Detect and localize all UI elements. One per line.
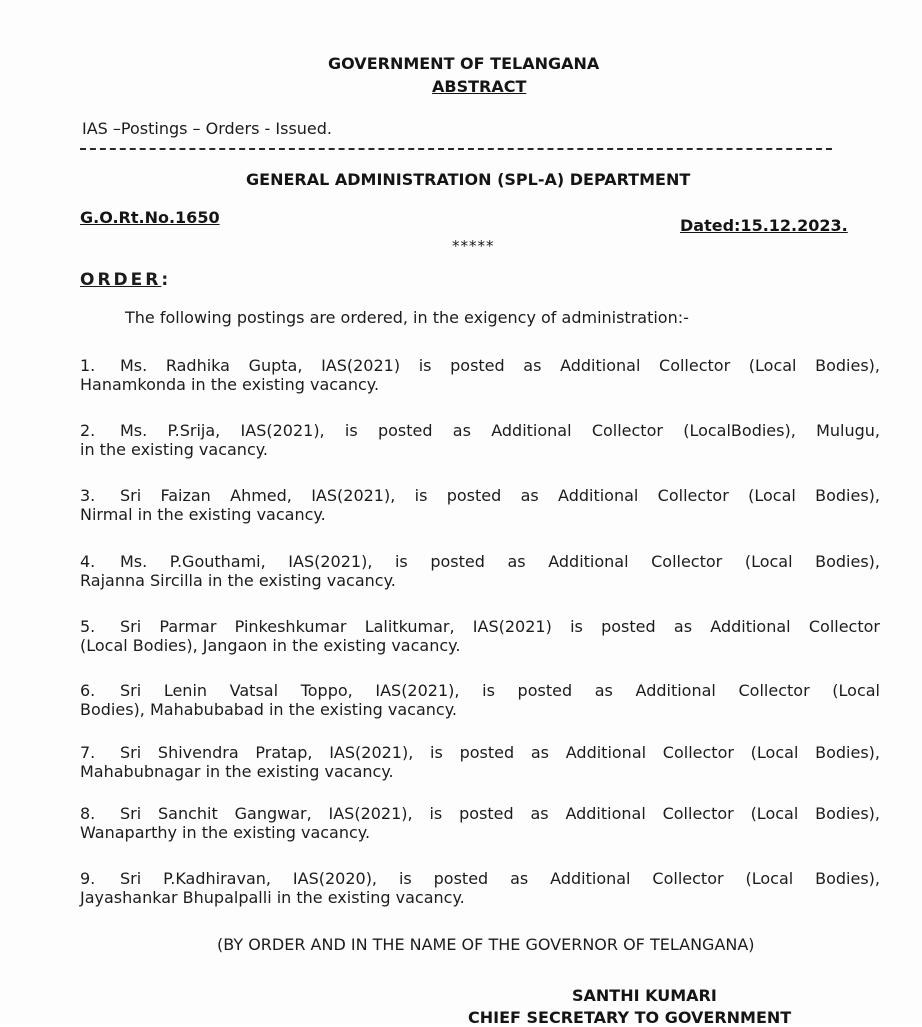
item-line-2: Nirmal in the existing vacancy. [80,505,326,524]
item-line-1: Sri Shivendra Pratap, IAS(2021), is posted as Additional Collector (Local Bodies), [120,743,880,762]
posting-item [80,681,880,719]
order-subject: IAS –Postings – Orders - Issued. [82,119,332,138]
item-line-2: in the existing vacancy. [80,440,269,459]
item-number: 1. [80,356,96,375]
item-line-2: Rajanna Sircilla in the existing vacancy. [80,571,396,590]
order-label [80,270,171,290]
separator-stars: ***** [452,237,495,255]
abstract-heading: ABSTRACT [432,77,527,96]
go-number: G.O.Rt.No.1650 [80,208,220,227]
item-line-2: Mahabubnagar in the existing vacancy. [80,762,394,781]
item-line-2: Hanamkonda in the existing vacancy. [80,375,380,394]
posting-item [80,552,880,590]
signatory-name: SANTHI KUMARI [572,986,717,1005]
item-number: 7. [80,743,96,762]
item-number: 3. [80,486,96,505]
item-line-1: Ms. Radhika Gupta, IAS(2021) is posted as Additional Collector (Local Bodies), [120,356,880,375]
item-line-1: Sri Lenin Vatsal Toppo, IAS(2021), is posted as Additional Collector (Local [120,681,880,700]
item-line-1: Sri Parmar Pinkeshkumar Lalitkumar, IAS(2021) is posted as Additional Collector [120,617,880,636]
closing-statement: (BY ORDER AND IN THE NAME OF THE GOVERNOR OF TELANGANA) [217,935,755,954]
item-number: 5. [80,617,96,636]
item-line-1: Sri Sanchit Gangwar, IAS(2021), is posted as Additional Collector (Local Bodies), [120,804,880,823]
posting-item [80,356,880,394]
item-line-2: Wanaparthy in the existing vacancy. [80,823,371,842]
item-number: 2. [80,421,96,440]
item-line-1: Sri Faizan Ahmed, IAS(2021), is posted as Additional Collector (Local Bodies), [120,486,880,505]
department-heading: GENERAL ADMINISTRATION (SPL-A) DEPARTMENT [246,170,691,189]
government-title: GOVERNMENT OF TELANGANA [328,54,600,73]
item-line-1: Sri P.Kadhiravan, IAS(2020), is posted as Additional Collector (Local Bodies), [120,869,880,888]
order-intro: The following postings are ordered, in the exigency of administration:- [125,308,689,327]
posting-item [80,743,880,781]
posting-item [80,869,880,907]
posting-item [80,486,880,524]
item-number: 6. [80,681,96,700]
order-date: Dated:15.12.2023. [680,216,848,235]
order-label-colon: : [161,270,172,290]
item-number: 8. [80,804,96,823]
item-number: 4. [80,552,96,571]
item-line-1: Ms. P.Srija, IAS(2021), is posted as Additional Collector (LocalBodies), Mulugu, [120,421,880,440]
item-line-1: Ms. P.Gouthami, IAS(2021), is posted as Additional Collector (Local Bodies), [120,552,880,571]
item-line-2: Bodies), Mahabubabad in the existing vacancy. [80,700,457,719]
order-label-text: ORDER [80,270,162,290]
posting-item [80,421,880,459]
item-line-2: (Local Bodies), Jangaon in the existing vacancy. [80,636,461,655]
dashed-divider [80,148,832,150]
posting-item [80,804,880,842]
signatory-designation: CHIEF SECRETARY TO GOVERNMENT [468,1008,792,1027]
item-line-2: Jayashankar Bhupalpalli in the existing vacancy. [80,888,465,907]
posting-item [80,617,880,655]
item-number: 9. [80,869,96,888]
